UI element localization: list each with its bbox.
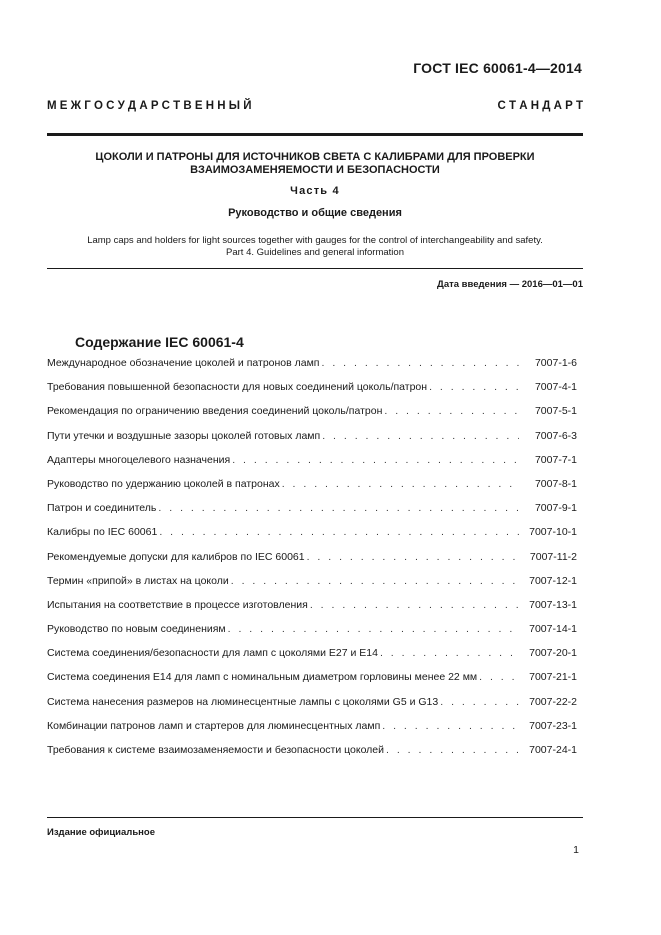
standard-type-left: М Е Ж Г О С У Д А Р С Т В Е Н Н Ы Й (47, 100, 252, 112)
toc-entry-page: 7007-8-1 (534, 477, 577, 490)
toc-entry (47, 405, 577, 429)
toc-entry-title: Пути утечки и воздушные зазоры цоколей готовых ламп (47, 429, 321, 442)
toc-entry-title: Рекомендуемые допуски для калибров по IEC 60061 (47, 550, 305, 563)
title-en-line-2: Part 4. Guidelines and general information (226, 247, 404, 258)
toc-leader-dots (158, 502, 519, 514)
toc-entry-page: 7007-9-1 (534, 502, 577, 515)
title-en-line-1: Lamp caps and holders for light sources together with gauges for the control of interchangeability and safety. (87, 235, 543, 246)
toc-leader-dots (159, 526, 519, 538)
toc-leader-dots (386, 744, 519, 756)
table-of-contents (47, 357, 577, 768)
title-divider (47, 268, 583, 269)
contents-heading: Содержание IEC 60061-4 (75, 334, 244, 350)
toc-entry (47, 647, 577, 671)
title-ru-line-1: ЦОКОЛИ И ПАТРОНЫ ДЛЯ ИСТОЧНИКОВ СВЕТА С КАЛИБРАМИ ДЛЯ ПРОВЕРКИ (95, 151, 535, 163)
document-subtitle: Руководство и общие сведения (228, 207, 402, 219)
document-title-en (47, 235, 583, 259)
toc-leader-dots (310, 599, 519, 611)
toc-leader-dots (384, 405, 519, 417)
toc-entry (47, 478, 577, 502)
toc-entry (47, 599, 577, 623)
page-number: 1 (573, 844, 579, 856)
toc-leader-dots (380, 647, 519, 659)
toc-entry-page: 7007-5-1 (534, 405, 577, 418)
toc-entry-page: 7007-1-6 (534, 357, 577, 369)
toc-entry (47, 430, 577, 454)
toc-entry-title: Система соединения/безопасности для ламп с цоколями E27 и E14 (47, 647, 378, 660)
toc-entry (47, 720, 577, 744)
toc-entry-title: Патрон и соединитель (47, 502, 157, 515)
toc-entry-title: Система соединения E14 для ламп с номинальным диаметром горловины менее 22 мм (47, 671, 478, 684)
toc-entry-page: 7007-24-1 (529, 744, 577, 756)
header-divider (47, 133, 583, 136)
toc-entry-page: 7007-4-1 (534, 381, 577, 394)
toc-leader-dots (307, 551, 519, 563)
toc-entry (47, 575, 577, 599)
introduction-date: Дата введения — 2016—01—01 (437, 279, 583, 290)
toc-entry-title: Термин «припой» в листах на цоколи (47, 574, 229, 587)
toc-entry-title: Калибры по IEC 60061 (47, 526, 158, 539)
toc-leader-dots (440, 696, 519, 708)
toc-leader-dots (282, 478, 519, 490)
toc-entry-title: Рекомендация по ограничению введения соединений цоколь/патрон (47, 405, 383, 418)
toc-entry-title: Требования повышенной безопасности для новых соединений цоколь/патрон (47, 381, 428, 394)
toc-entry-page: 7007-13-1 (529, 598, 577, 611)
standard-type-right: С Т А Н Д А Р Т (497, 100, 583, 112)
toc-leader-dots (479, 671, 519, 683)
toc-entry-title: Требования к системе взаимозаменяемости и безопасности цоколей (47, 744, 385, 756)
toc-entry-page: 7007-6-3 (534, 429, 577, 442)
toc-leader-dots (232, 454, 519, 466)
toc-leader-dots (429, 381, 519, 393)
document-title-ru (47, 151, 583, 177)
toc-entry-title: Испытания на соответствие в процессе изготовления (47, 598, 308, 611)
standard-type-heading (47, 100, 583, 112)
toc-leader-dots (228, 623, 519, 635)
toc-entry-title: Руководство по новым соединениям (47, 623, 226, 636)
toc-entry (47, 551, 577, 575)
toc-entry (47, 526, 577, 550)
toc-entry (47, 454, 577, 478)
toc-entry-page: 7007-22-2 (529, 695, 577, 708)
official-edition-label: Издание официальное (47, 827, 155, 838)
toc-entry (47, 671, 577, 695)
toc-entry-page: 7007-12-1 (529, 574, 577, 587)
toc-entry-page: 7007-10-1 (529, 526, 577, 539)
toc-entry-title: Система нанесения размеров на люминесцентные лампы с цоколями G5 и G13 (47, 695, 439, 708)
toc-entry (47, 381, 577, 405)
toc-entry (47, 623, 577, 647)
toc-leader-dots (382, 720, 519, 732)
toc-entry (47, 696, 577, 720)
toc-leader-dots (322, 357, 520, 369)
toc-entry-title: Адаптеры многоцелевого назначения (47, 453, 231, 466)
toc-entry-page: 7007-23-1 (529, 719, 577, 732)
toc-entry-title: Руководство по удержанию цоколей в патронах (47, 477, 280, 490)
toc-leader-dots (231, 575, 519, 587)
title-ru-line-2: ВЗАИМОЗАМЕНЯЕМОСТИ И БЕЗОПАСНОСТИ (190, 164, 440, 176)
toc-entry-title: Международное обозначение цоколей и патронов ламп (47, 357, 320, 369)
toc-entry-page: 7007-20-1 (529, 647, 577, 660)
toc-leader-dots (322, 430, 519, 442)
toc-entry-page: 7007-21-1 (529, 671, 577, 684)
toc-entry (47, 502, 577, 526)
toc-entry (47, 357, 577, 381)
toc-entry-page: 7007-14-1 (529, 623, 577, 636)
toc-entry-title: Комбинации патронов ламп и стартеров для люминесцентных ламп (47, 719, 381, 732)
toc-entry-page: 7007-7-1 (534, 453, 577, 466)
footer-divider (47, 817, 583, 818)
document-code: ГОСТ IEC 60061-4—2014 (413, 60, 582, 76)
toc-entry (47, 744, 577, 768)
part-label: Часть 4 (290, 185, 340, 197)
toc-entry-page: 7007-11-2 (529, 550, 577, 563)
